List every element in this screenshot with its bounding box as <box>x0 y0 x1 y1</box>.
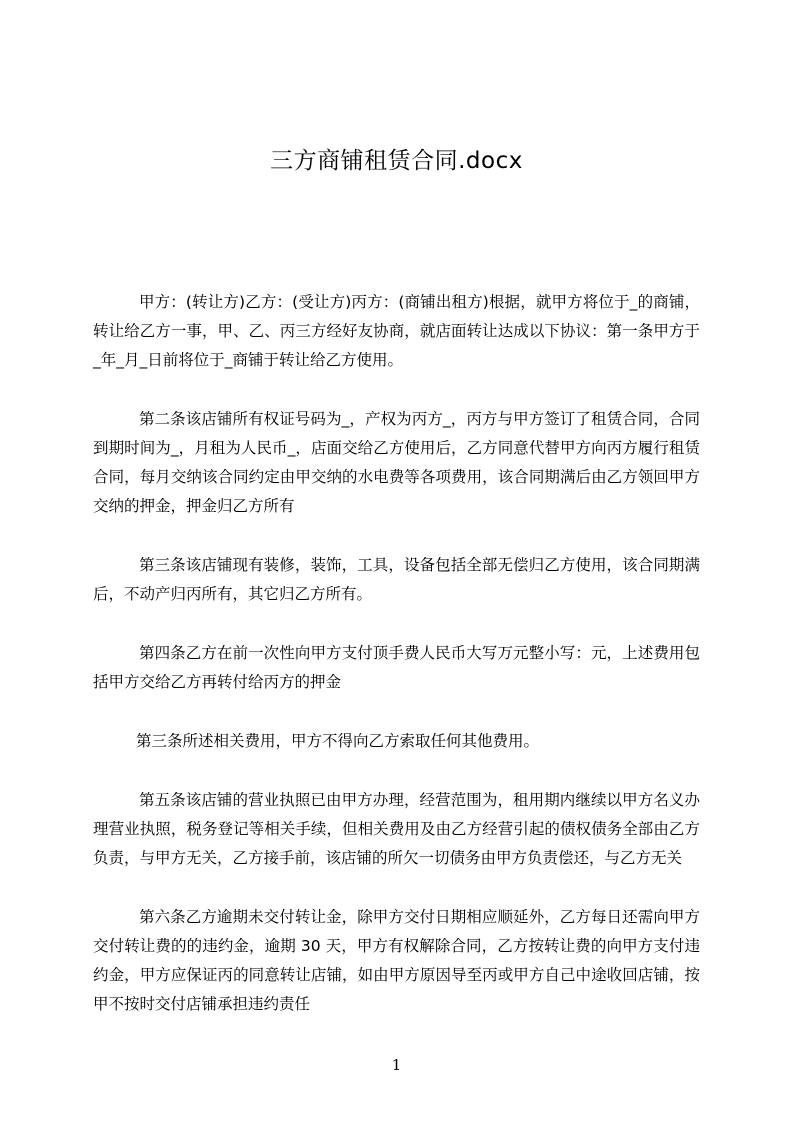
paragraph-article-5: 第五条该店铺的营业执照已由甲方办理，经营范围为，租用期内继续以甲方名义办理营业执照，税务登记等相关手续，但相关费用及由乙方经营引起的债权债务全部由乙方负责，与甲方无关，乙方接手前，该店铺的所欠一切债务由甲方负责偿还，与乙方无关 <box>93 791 700 867</box>
paragraph-article-2: 第二条该店铺所有权证号码为_，产权为丙方_，丙方与甲方签订了租赁合同，合同到期时间为_，月租为人民币_，店面交给乙方使用后，乙方同意代替甲方向丙方履行租赁合同，每月交纳该合同约定由甲交纳的水电费等各项费用，该合同期满后由乙方领回甲方交纳的押金，押金归乙方所有 <box>93 410 700 515</box>
paragraph-fees-note: 第三条所述相关费用，甲方不得向乙方索取任何其他费用。 <box>136 732 540 750</box>
paragraph-parties: 甲方：(转让方)乙方：(受让方)丙方：(商铺出租方)根据，就甲方将位于_的商铺，转让给乙方一事，甲、乙、丙三方经好友协商，就店面转让达成以下协议：第一条甲方于_年_月_日前将位于_商铺于转让给乙方使用。 <box>93 293 700 369</box>
document-body <box>93 288 700 1049</box>
paragraph-article-4: 第四条乙方在前一次性向甲方支付顶手费人民币大写万元整小写：元，上述费用包括甲方交给乙方再转付给丙方的押金 <box>93 644 700 691</box>
page-number: 1 <box>391 1056 402 1074</box>
paragraph-article-6: 第六条乙方逾期未交付转让金，除甲方交付日期相应顺延外，乙方每日还需向甲方交付转让费的的违约金，逾期 30 天，甲方有权解除合同，乙方按转让费的向甲方支付违约金，甲方应保证丙的同意转让店铺，如由甲方原因导至丙或甲方自己中途收回店铺，按甲不按时交付店铺承担违约责任 <box>93 908 700 1013</box>
document-title: 三方商铺租赁合同.docx <box>270 148 523 174</box>
paragraph-article-3: 第三条该店铺现有装修，装饰，工具，设备包括全部无偿归乙方使用，该合同期满后，不动产归丙所有，其它归乙方所有。 <box>93 556 700 603</box>
